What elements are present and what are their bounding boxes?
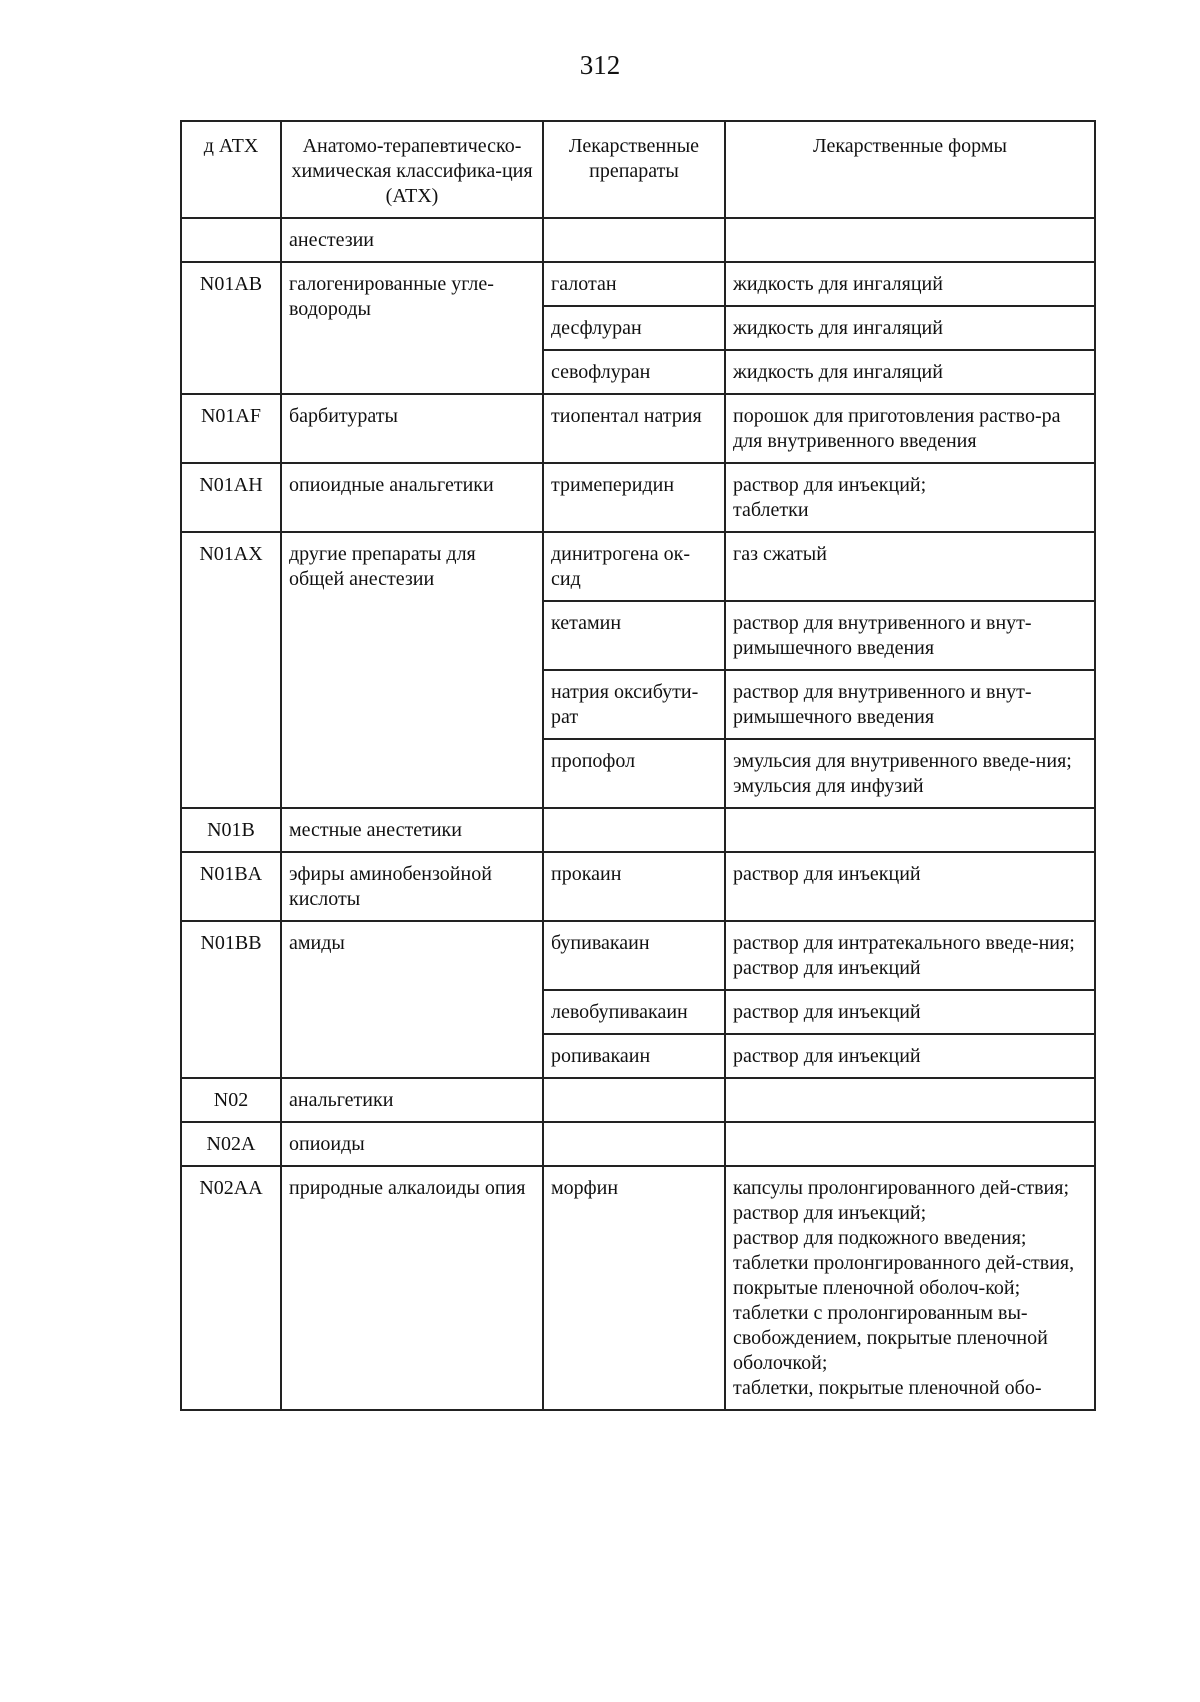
drug-name-cell: пропофол bbox=[543, 739, 725, 808]
drug-name-cell: десфлуран bbox=[543, 306, 725, 350]
header-atx-classification: Анатомо-терапевтическо-химическая классифика-ция (АТХ) bbox=[281, 121, 543, 218]
atx-code-cell: N01BB bbox=[181, 921, 281, 1078]
atx-classification-cell: анестезии bbox=[281, 218, 543, 262]
dosage-form-line: капсулы пролонгированного дей-ствия; bbox=[733, 1177, 1070, 1199]
table-row bbox=[181, 262, 1095, 306]
table-row bbox=[181, 394, 1095, 463]
dosage-form-line: эмульсия для внутривенного введе-ния; bbox=[733, 750, 1072, 772]
atx-drug-table bbox=[180, 120, 1096, 1411]
drug-name-cell: галотан bbox=[543, 262, 725, 306]
table-row bbox=[181, 463, 1095, 532]
dosage-form-line: раствор для инъекций bbox=[733, 957, 921, 979]
dosage-form-line: жидкость для ингаляций bbox=[733, 317, 943, 339]
drug-name-cell bbox=[543, 1078, 725, 1122]
dosage-form-line: раствор для внутривенного и внут-римышечного введения bbox=[733, 681, 1032, 728]
dosage-forms-cell bbox=[725, 852, 1095, 921]
drug-name-cell: тиопентал натрия bbox=[543, 394, 725, 463]
dosage-forms-cell bbox=[725, 532, 1095, 601]
drug-name-cell: кетамин bbox=[543, 601, 725, 670]
drug-name-cell: бупивакаин bbox=[543, 921, 725, 990]
table-row bbox=[181, 1122, 1095, 1166]
atx-classification-cell: местные анестетики bbox=[281, 808, 543, 852]
drug-name-cell bbox=[543, 1122, 725, 1166]
atx-code-cell: N01B bbox=[181, 808, 281, 852]
table-row bbox=[181, 808, 1095, 852]
dosage-forms-cell bbox=[725, 1078, 1095, 1122]
dosage-forms-cell bbox=[725, 218, 1095, 262]
dosage-forms-cell bbox=[725, 350, 1095, 394]
atx-code-cell: N02 bbox=[181, 1078, 281, 1122]
dosage-form-line: таблетки пролонгированного дей-ствия, покрытые пленочной оболоч-кой; bbox=[733, 1252, 1075, 1299]
dosage-forms-cell bbox=[725, 990, 1095, 1034]
dosage-forms-cell bbox=[725, 921, 1095, 990]
atx-classification-cell: галогенированные угле-водороды bbox=[281, 262, 543, 394]
atx-classification-cell: барбитураты bbox=[281, 394, 543, 463]
drug-name-cell bbox=[543, 808, 725, 852]
atx-code-cell: N01AH bbox=[181, 463, 281, 532]
header-dosage-forms: Лекарственные формы bbox=[725, 121, 1095, 218]
table-row bbox=[181, 852, 1095, 921]
dosage-forms-cell bbox=[725, 262, 1095, 306]
table-row bbox=[181, 1078, 1095, 1122]
atx-classification-cell: анальгетики bbox=[281, 1078, 543, 1122]
dosage-form-line: раствор для инъекций bbox=[733, 1045, 921, 1067]
dosage-forms-cell bbox=[725, 1122, 1095, 1166]
dosage-form-line: раствор для подкожного введения; bbox=[733, 1227, 1027, 1249]
dosage-form-line: таблетки с пролонгированным вы-свобождением, покрытые пленочной оболочкой; bbox=[733, 1302, 1048, 1374]
drug-name-cell: морфин bbox=[543, 1166, 725, 1410]
atx-code-cell: N02A bbox=[181, 1122, 281, 1166]
dosage-form-line: жидкость для ингаляций bbox=[733, 273, 943, 295]
dosage-forms-cell bbox=[725, 739, 1095, 808]
drug-name-cell: севофлуран bbox=[543, 350, 725, 394]
table-row bbox=[181, 532, 1095, 601]
atx-classification-cell: эфиры аминобензойной кислоты bbox=[281, 852, 543, 921]
dosage-form-line: эмульсия для инфузий bbox=[733, 775, 924, 797]
page-number: 312 bbox=[579, 50, 621, 80]
atx-classification-cell: опиоиды bbox=[281, 1122, 543, 1166]
dosage-form-line: раствор для интратекального введе-ния; bbox=[733, 932, 1075, 954]
drug-name-cell: прокаин bbox=[543, 852, 725, 921]
header-atx-code: д АТХ bbox=[181, 121, 281, 218]
dosage-form-line: таблетки, покрытые пленочной обо- bbox=[733, 1377, 1042, 1399]
dosage-forms-cell bbox=[725, 394, 1095, 463]
atx-classification-cell: амиды bbox=[281, 921, 543, 1078]
table-row bbox=[181, 1166, 1095, 1410]
atx-classification-cell: опиоидные анальгетики bbox=[281, 463, 543, 532]
dosage-forms-cell bbox=[725, 1034, 1095, 1078]
dosage-form-line: порошок для приготовления раство-ра для внутривенного введения bbox=[733, 405, 1061, 452]
dosage-forms-cell bbox=[725, 670, 1095, 739]
table-body bbox=[181, 218, 1095, 1410]
drug-name-cell: левобупивакаин bbox=[543, 990, 725, 1034]
table-row bbox=[181, 218, 1095, 262]
atx-code-cell: N02AA bbox=[181, 1166, 281, 1410]
dosage-forms-cell bbox=[725, 1166, 1095, 1410]
header-drugs: Лекарственные препараты bbox=[543, 121, 725, 218]
atx-classification-cell: природные алкалоиды опия bbox=[281, 1166, 543, 1410]
atx-code-cell: N01BA bbox=[181, 852, 281, 921]
dosage-forms-cell bbox=[725, 808, 1095, 852]
dosage-form-line: раствор для инъекций; bbox=[733, 474, 927, 496]
atx-code-cell bbox=[181, 218, 281, 262]
drug-name-cell: тримеперидин bbox=[543, 463, 725, 532]
drug-name-cell: натрия оксибути-рат bbox=[543, 670, 725, 739]
dosage-form-line: таблетки bbox=[733, 499, 809, 521]
atx-classification-cell: другие препараты для общей анестезии bbox=[281, 532, 543, 808]
table-row bbox=[181, 921, 1095, 990]
dosage-forms-cell bbox=[725, 601, 1095, 670]
dosage-forms-cell bbox=[725, 463, 1095, 532]
dosage-form-line: раствор для инъекций bbox=[733, 863, 921, 885]
dosage-form-line: раствор для внутривенного и внут-римышечного введения bbox=[733, 612, 1032, 659]
drug-name-cell bbox=[543, 218, 725, 262]
atx-code-cell: N01AX bbox=[181, 532, 281, 808]
table-header-row bbox=[181, 121, 1095, 218]
drug-name-cell: динитрогена ок-сид bbox=[543, 532, 725, 601]
atx-code-cell: N01AB bbox=[181, 262, 281, 394]
dosage-form-line: газ сжатый bbox=[733, 543, 827, 565]
dosage-forms-cell bbox=[725, 306, 1095, 350]
dosage-form-line: жидкость для ингаляций bbox=[733, 361, 943, 383]
dosage-form-line: раствор для инъекций bbox=[733, 1001, 921, 1023]
drug-name-cell: ропивакаин bbox=[543, 1034, 725, 1078]
dosage-form-line: раствор для инъекций; bbox=[733, 1202, 927, 1224]
atx-code-cell: N01AF bbox=[181, 394, 281, 463]
